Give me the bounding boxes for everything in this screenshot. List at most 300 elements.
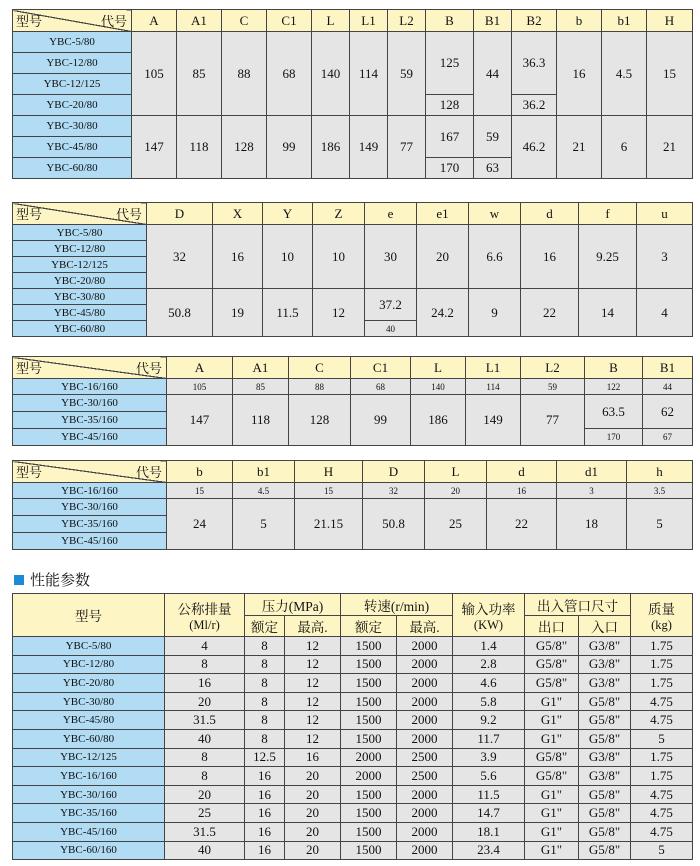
speed-rated-cell: 1500 [341, 804, 397, 823]
value-cell: 140 [312, 32, 350, 116]
pressure-max-cell: 12 [285, 692, 341, 711]
weight-cell: 4.75 [631, 804, 693, 823]
speed-rated-cell: 1500 [341, 692, 397, 711]
value-cell: 4.5 [233, 483, 295, 499]
value-cell: 99 [267, 116, 312, 179]
power-label: 输入功率 [461, 601, 516, 617]
outlet-cell: G1" [525, 804, 579, 823]
power-cell: 4.6 [453, 674, 525, 693]
power-unit: (KW) [473, 617, 504, 632]
value-cell: 40 [365, 321, 417, 337]
value-cell: 59 [474, 116, 512, 158]
column-header: H [295, 461, 363, 483]
outlet-cell: G5/8" [525, 637, 579, 656]
column-header: b1 [233, 461, 295, 483]
speed-rated-cell: 1500 [341, 841, 397, 860]
performance-rows [13, 637, 693, 860]
value-cell: 118 [177, 116, 222, 179]
displacement-cell: 8 [165, 655, 245, 674]
header-pressure-rated: 额定 [245, 616, 285, 637]
speed-max-cell: 2000 [397, 674, 453, 693]
value-cell: 59 [521, 379, 585, 395]
power-cell: 1.4 [453, 637, 525, 656]
outlet-cell: G1" [525, 729, 579, 748]
value-cell: 147 [132, 116, 177, 179]
header-pressure: 压力(MPa) [245, 594, 341, 616]
value-cell: 36.2 [512, 95, 557, 116]
model-cell: YBC-45/160 [13, 533, 167, 550]
displacement-cell: 16 [165, 674, 245, 693]
corner-cell [13, 357, 167, 379]
column-header: b [557, 10, 602, 32]
model-cell: YBC-30/160 [13, 499, 167, 516]
value-cell: 24.2 [417, 289, 469, 337]
pressure-rated-cell: 16 [245, 822, 285, 841]
speed-max-cell: 2000 [397, 711, 453, 730]
outlet-cell: G5/8" [525, 767, 579, 786]
power-cell: 5.6 [453, 767, 525, 786]
value-cell: 5 [627, 499, 693, 550]
column-header: L2 [521, 357, 585, 379]
value-cell: 14 [579, 289, 637, 337]
column-header: C1 [351, 357, 411, 379]
value-cell: 15 [167, 483, 233, 499]
speed-max-cell: 2000 [397, 692, 453, 711]
value-cell: 3 [637, 225, 693, 289]
power-cell: 9.2 [453, 711, 525, 730]
header-inlet: 入口 [579, 616, 631, 637]
column-header: Z [313, 203, 365, 225]
power-cell: 2.8 [453, 655, 525, 674]
performance-table [12, 593, 693, 860]
corner-cell [13, 461, 167, 483]
dimension-table-4 [12, 460, 693, 550]
model-cell: YBC-60/160 [13, 841, 165, 860]
square-bullet-icon [14, 575, 24, 585]
model-cell: YBC-16/160 [13, 483, 167, 499]
value-cell: 122 [585, 379, 643, 395]
speed-rated-cell: 1500 [341, 674, 397, 693]
speed-max-cell: 2500 [397, 748, 453, 767]
column-header: Y [263, 203, 313, 225]
value-cell: 128 [289, 395, 351, 446]
value-cell: 20 [417, 225, 469, 289]
column-header: L [411, 357, 466, 379]
model-cell: YBC-12/80 [13, 655, 165, 674]
model-cell: YBC-30/80 [13, 692, 165, 711]
model-cell: YBC-30/80 [13, 116, 132, 137]
column-header: b1 [602, 10, 647, 32]
table-row [13, 767, 693, 786]
displacement-cell: 8 [165, 767, 245, 786]
header-speed: 转速(r/min) [341, 594, 453, 616]
value-cell: 21 [647, 116, 693, 179]
displacement-cell: 20 [165, 785, 245, 804]
value-cell: 15 [295, 483, 363, 499]
displacement-cell: 40 [165, 841, 245, 860]
column-header: f [579, 203, 637, 225]
table-row [13, 822, 693, 841]
corner-cell [13, 203, 147, 225]
outlet-cell: G5/8" [525, 674, 579, 693]
speed-max-cell: 2000 [397, 729, 453, 748]
table-row [13, 674, 693, 693]
model-cell: YBC-30/80 [13, 289, 147, 305]
code-label: 代号 [135, 361, 162, 376]
value-cell: 62 [643, 395, 693, 429]
model-cell: YBC-5/80 [13, 225, 147, 241]
weight-cell: 4.75 [631, 692, 693, 711]
table-row [13, 785, 693, 804]
speed-rated-cell: 1500 [341, 711, 397, 730]
column-header: L [425, 461, 487, 483]
model-cell: YBC-45/160 [13, 429, 167, 446]
value-cell: 67 [643, 429, 693, 446]
column-header: b [167, 461, 233, 483]
table-row [13, 655, 693, 674]
inlet-cell: G5/8" [579, 804, 631, 823]
pressure-max-cell: 12 [285, 729, 341, 748]
model-cell: YBC-5/80 [13, 637, 165, 656]
value-cell: 11.5 [263, 289, 313, 337]
weight-cell: 4.75 [631, 785, 693, 804]
weight-unit: (kg) [651, 617, 672, 632]
header-outlet: 出口 [525, 616, 579, 637]
inlet-cell: G3/8" [579, 637, 631, 656]
code-label: 代号 [100, 14, 127, 29]
speed-max-cell: 2000 [397, 804, 453, 823]
value-cell: 186 [312, 116, 350, 179]
value-cell: 22 [487, 499, 557, 550]
value-cell: 68 [267, 32, 312, 116]
value-cell: 50.8 [363, 499, 425, 550]
value-cell: 46.2 [512, 116, 557, 179]
value-cell: 19 [213, 289, 263, 337]
table-row [13, 637, 693, 656]
value-cell: 149 [466, 395, 521, 446]
header-power [453, 594, 525, 637]
column-header: L1 [466, 357, 521, 379]
header-speed-rated: 额定 [341, 616, 397, 637]
model-cell: YBC-5/80 [13, 32, 132, 53]
weight-cell: 1.75 [631, 674, 693, 693]
displacement-cell: 31.5 [165, 711, 245, 730]
model-cell: YBC-20/80 [13, 674, 165, 693]
speed-max-cell: 2000 [397, 637, 453, 656]
value-cell: 9 [469, 289, 521, 337]
pressure-max-cell: 12 [285, 674, 341, 693]
value-cell: 63.5 [585, 395, 643, 429]
column-header: X [213, 203, 263, 225]
column-header: B1 [643, 357, 693, 379]
value-cell: 85 [233, 379, 289, 395]
pressure-rated-cell: 8 [245, 655, 285, 674]
column-header: D [147, 203, 213, 225]
value-cell: 16 [213, 225, 263, 289]
column-header: B1 [474, 10, 512, 32]
pressure-max-cell: 20 [285, 804, 341, 823]
power-cell: 5.8 [453, 692, 525, 711]
value-cell: 88 [289, 379, 351, 395]
value-cell: 63 [474, 158, 512, 179]
column-header: L1 [350, 10, 388, 32]
speed-max-cell: 2000 [397, 785, 453, 804]
speed-rated-cell: 2000 [341, 767, 397, 786]
model-cell: YBC-12/125 [13, 74, 132, 95]
power-cell: 14.7 [453, 804, 525, 823]
model-cell: YBC-12/80 [13, 241, 147, 257]
inlet-cell: G3/8" [579, 674, 631, 693]
outlet-cell: G1" [525, 711, 579, 730]
table-row [13, 804, 693, 823]
corner-cell [13, 10, 132, 32]
column-header: A [132, 10, 177, 32]
value-cell: 147 [167, 395, 233, 446]
value-cell: 114 [350, 32, 388, 116]
header-weight [631, 594, 693, 637]
value-cell: 16 [487, 483, 557, 499]
value-cell: 77 [388, 116, 426, 179]
pressure-rated-cell: 8 [245, 692, 285, 711]
outlet-cell: G1" [525, 841, 579, 860]
pressure-max-cell: 20 [285, 767, 341, 786]
header-speed-max: 最高. [397, 616, 453, 637]
value-cell: 16 [521, 225, 579, 289]
model-cell: YBC-35/160 [13, 412, 167, 429]
model-cell: YBC-30/160 [13, 785, 165, 804]
column-header: B [585, 357, 643, 379]
value-cell: 36.3 [512, 32, 557, 95]
value-cell: 125 [426, 32, 474, 95]
displacement-cell: 20 [165, 692, 245, 711]
model-cell: YBC-60/80 [13, 158, 132, 179]
value-cell: 3 [557, 483, 627, 499]
weight-cell: 4.75 [631, 711, 693, 730]
speed-rated-cell: 1500 [341, 785, 397, 804]
header-port: 出入管口尺寸 [525, 594, 631, 616]
model-cell: YBC-20/80 [13, 273, 147, 289]
column-header: C [289, 357, 351, 379]
outlet-cell: G5/8" [525, 655, 579, 674]
value-cell: 18 [557, 499, 627, 550]
model-cell: YBC-60/80 [13, 729, 165, 748]
model-cell: YBC-30/160 [13, 395, 167, 412]
dimension-table-2 [12, 202, 693, 337]
model-label: 型号 [16, 361, 43, 376]
value-cell: 10 [313, 225, 365, 289]
value-cell: 186 [411, 395, 466, 446]
pressure-rated-cell: 8 [245, 637, 285, 656]
section-title: 性能参数 [30, 571, 91, 589]
weight-cell: 5 [631, 729, 693, 748]
value-cell: 6 [602, 116, 647, 179]
model-cell: YBC-35/160 [13, 516, 167, 533]
inlet-cell: G3/8" [579, 767, 631, 786]
value-cell: 149 [350, 116, 388, 179]
value-cell: 128 [426, 95, 474, 116]
column-header: d1 [557, 461, 627, 483]
dimension-table-1 [12, 9, 693, 179]
pressure-rated-cell: 16 [245, 841, 285, 860]
model-cell: YBC-45/80 [13, 711, 165, 730]
value-cell: 167 [426, 116, 474, 158]
value-cell: 50.8 [147, 289, 213, 337]
code-label: 代号 [115, 207, 142, 222]
value-cell: 21 [557, 116, 602, 179]
model-cell: YBC-60/80 [13, 321, 147, 337]
value-cell: 12 [313, 289, 365, 337]
inlet-cell: G5/8" [579, 711, 631, 730]
value-cell: 140 [411, 379, 466, 395]
value-cell: 88 [222, 32, 267, 116]
speed-rated-cell: 1500 [341, 637, 397, 656]
outlet-cell: G5/8" [525, 748, 579, 767]
inlet-cell: G5/8" [579, 729, 631, 748]
pressure-max-cell: 12 [285, 637, 341, 656]
column-header: C1 [267, 10, 312, 32]
value-cell: 6.6 [469, 225, 521, 289]
displacement-cell: 4 [165, 637, 245, 656]
displacement-unit: (Ml/r) [189, 617, 220, 632]
value-cell: 59 [388, 32, 426, 116]
model-cell: YBC-20/80 [13, 95, 132, 116]
model-cell: YBC-45/80 [13, 305, 147, 321]
weight-cell: 1.75 [631, 637, 693, 656]
pressure-max-cell: 20 [285, 785, 341, 804]
displacement-cell: 25 [165, 804, 245, 823]
code-label: 代号 [135, 465, 162, 480]
column-header: H [647, 10, 693, 32]
speed-max-cell: 2000 [397, 841, 453, 860]
value-cell: 15 [647, 32, 693, 116]
outlet-cell: G1" [525, 785, 579, 804]
value-cell: 32 [363, 483, 425, 499]
column-header: d [487, 461, 557, 483]
value-cell: 170 [585, 429, 643, 446]
section-heading [14, 569, 90, 590]
model-cell: YBC-45/160 [13, 822, 165, 841]
column-header: B2 [512, 10, 557, 32]
value-cell: 30 [365, 225, 417, 289]
weight-cell: 5 [631, 841, 693, 860]
pressure-max-cell: 12 [285, 711, 341, 730]
inlet-cell: G3/8" [579, 748, 631, 767]
table-row [13, 841, 693, 860]
value-cell: 25 [425, 499, 487, 550]
pressure-rated-cell: 8 [245, 711, 285, 730]
column-header: L2 [388, 10, 426, 32]
table-row [13, 748, 693, 767]
power-cell: 11.7 [453, 729, 525, 748]
value-cell: 105 [132, 32, 177, 116]
value-cell: 9.25 [579, 225, 637, 289]
value-cell: 10 [263, 225, 313, 289]
weight-cell: 4.75 [631, 822, 693, 841]
model-cell: YBC-12/125 [13, 748, 165, 767]
pressure-rated-cell: 12.5 [245, 748, 285, 767]
value-cell: 77 [521, 395, 585, 446]
speed-max-cell: 2500 [397, 767, 453, 786]
model-label: 型号 [16, 14, 43, 29]
power-cell: 18.1 [453, 822, 525, 841]
column-header: A1 [177, 10, 222, 32]
column-header: B [426, 10, 474, 32]
displacement-label: 公称排量 [177, 601, 232, 617]
column-header: D [363, 461, 425, 483]
inlet-cell: G5/8" [579, 841, 631, 860]
weight-label: 质量 [648, 601, 675, 617]
value-cell: 114 [466, 379, 521, 395]
model-cell: YBC-45/80 [13, 137, 132, 158]
value-cell: 105 [167, 379, 233, 395]
power-cell: 3.9 [453, 748, 525, 767]
model-cell: YBC-12/80 [13, 53, 132, 74]
speed-max-cell: 2000 [397, 655, 453, 674]
header-model: 型号 [13, 594, 165, 637]
table-row [13, 711, 693, 730]
value-cell: 20 [425, 483, 487, 499]
column-header: C [222, 10, 267, 32]
displacement-cell: 31.5 [165, 822, 245, 841]
pressure-rated-cell: 8 [245, 729, 285, 748]
value-cell: 68 [351, 379, 411, 395]
pressure-rated-cell: 16 [245, 785, 285, 804]
speed-max-cell: 2000 [397, 822, 453, 841]
table-row [13, 729, 693, 748]
power-cell: 23.4 [453, 841, 525, 860]
column-header: L [312, 10, 350, 32]
outlet-cell: G1" [525, 692, 579, 711]
weight-cell: 1.75 [631, 655, 693, 674]
model-label: 型号 [16, 207, 43, 222]
model-cell: YBC-16/160 [13, 767, 165, 786]
column-header: d [521, 203, 579, 225]
speed-rated-cell: 2000 [341, 748, 397, 767]
value-cell: 4.5 [602, 32, 647, 116]
column-header: u [637, 203, 693, 225]
value-cell: 170 [426, 158, 474, 179]
displacement-cell: 40 [165, 729, 245, 748]
speed-rated-cell: 1500 [341, 655, 397, 674]
column-header: h [627, 461, 693, 483]
pressure-rated-cell: 16 [245, 804, 285, 823]
weight-cell: 1.75 [631, 767, 693, 786]
pressure-max-cell: 16 [285, 748, 341, 767]
value-cell: 32 [147, 225, 213, 289]
inlet-cell: G5/8" [579, 822, 631, 841]
power-cell: 11.5 [453, 785, 525, 804]
value-cell: 118 [233, 395, 289, 446]
speed-rated-cell: 1500 [341, 822, 397, 841]
column-header: A [167, 357, 233, 379]
pressure-rated-cell: 16 [245, 767, 285, 786]
value-cell: 128 [222, 116, 267, 179]
dimension-table-3 [12, 356, 693, 446]
value-cell: 37.2 [365, 289, 417, 321]
weight-cell: 1.75 [631, 748, 693, 767]
inlet-cell: G5/8" [579, 692, 631, 711]
model-cell: YBC-16/160 [13, 379, 167, 395]
value-cell: 44 [643, 379, 693, 395]
column-header: A1 [233, 357, 289, 379]
header-pressure-max: 最高. [285, 616, 341, 637]
column-header: e [365, 203, 417, 225]
value-cell: 21.15 [295, 499, 363, 550]
pressure-rated-cell: 8 [245, 674, 285, 693]
value-cell: 5 [233, 499, 295, 550]
table-row [13, 692, 693, 711]
displacement-cell: 8 [165, 748, 245, 767]
